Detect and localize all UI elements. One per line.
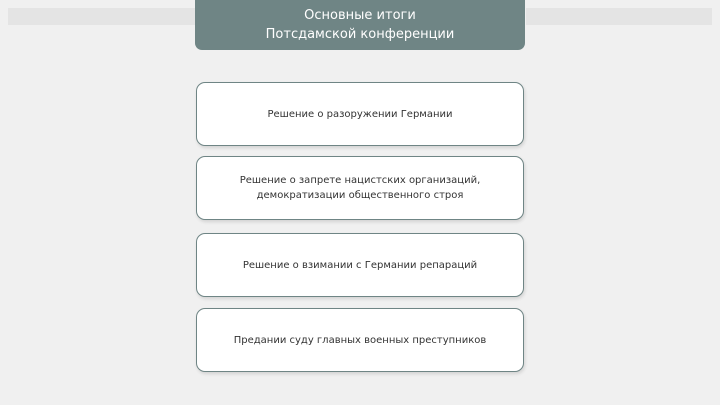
card-text: Решение о запрете нацистских организаций, [239, 175, 481, 186]
result-card-disarmament [196, 82, 524, 146]
card-text: Предании суду главных военных преступников [233, 334, 487, 346]
card-text: демократизации общественного строя [256, 190, 464, 201]
card-text: Решение о взимании с Германии репараций [242, 259, 478, 271]
title-line-2: Потсдамской конференции [265, 27, 455, 42]
title-line-1: Основные итоги [304, 8, 416, 23]
decorative-stripe-right [526, 8, 712, 25]
title-box [195, 0, 525, 50]
card-text: Решение о разоружении Германии [267, 108, 453, 120]
result-card-nazi-ban [196, 156, 524, 220]
result-card-war-criminals [196, 308, 524, 372]
decorative-stripe-left [8, 8, 195, 25]
result-card-reparations [196, 233, 524, 297]
